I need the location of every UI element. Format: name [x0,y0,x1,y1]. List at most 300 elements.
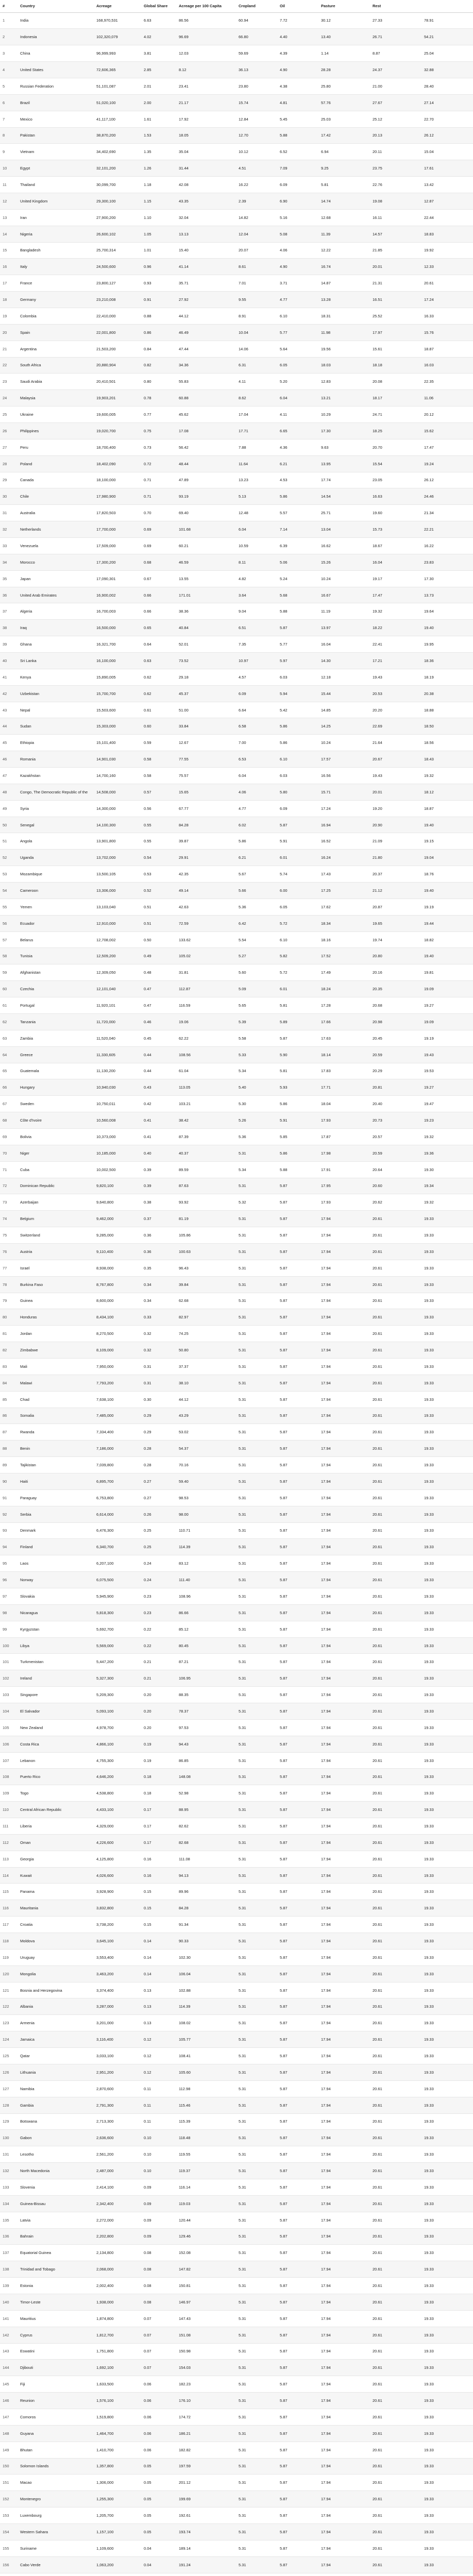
global-share-cell: 0.37 [141,1211,176,1227]
country-cell: Comoros [18,2409,94,2425]
rank-cell: 14 [0,226,18,242]
acreage-per-100-capita-cell: 129.46 [176,2228,236,2245]
acreage-per-100-capita-cell: 88.35 [176,1687,236,1703]
column-header-oil[interactable]: Oil [277,0,318,12]
rank-cell: 31 [0,505,18,521]
country-cell: Kuwait [18,1867,94,1884]
pasture-cell: 14.25 [318,718,370,735]
rest-2-cell: 19.40 [421,883,473,899]
rank-cell: 101 [0,1654,18,1670]
acreage-per-100-capita-cell: 105.02 [176,948,236,964]
rest-cell: 20.61 [370,2064,421,2080]
rank-cell: 145 [0,2376,18,2393]
oil-cell: 6.09 [277,800,318,817]
global-share-cell: 0.12 [141,2048,176,2064]
rest-2-cell: 18.12 [421,784,473,800]
global-share-cell: 0.78 [141,390,176,406]
rest-cell: 20.59 [370,1046,421,1063]
global-share-cell: 0.80 [141,374,176,390]
rest-2-cell: 19.15 [421,833,473,850]
acreage-cell: 2,202,800 [94,2228,141,2245]
country-cell: Uruguay [18,1949,94,1965]
rest-cell: 20.61 [370,2442,421,2458]
rest-2-cell: 19.33 [421,1342,473,1359]
rank-cell: 2 [0,29,18,45]
oil-cell: 6.65 [277,422,318,439]
pasture-cell: 17.25 [318,883,370,899]
rest-cell: 20.61 [370,2327,421,2343]
country-cell: Romania [18,751,94,768]
country-cell: Trinidad and Tobago [18,2261,94,2278]
rest-2-cell: 19.33 [421,1243,473,1260]
acreage-cell: 7,186,000 [94,1440,141,1457]
table-row [0,1982,473,1998]
acreage-per-100-capita-cell: 83.12 [176,1555,236,1572]
acreage-cell: 12,309,050 [94,964,141,981]
table-row [0,1785,473,1802]
oil-cell: 5.87 [277,1769,318,1785]
rank-cell: 62 [0,1013,18,1030]
acreage-per-100-capita-cell: 74.25 [176,1326,236,1342]
global-share-cell: 0.13 [141,1982,176,1998]
country-cell: Mauritius [18,2310,94,2327]
table-row [0,2163,473,2179]
pasture-cell: 14.74 [318,193,370,209]
country-cell: France [18,275,94,292]
global-share-cell: 0.07 [141,2327,176,2343]
acreage-cell: 11,720,000 [94,1013,141,1030]
acreage-per-100-capita-cell: 89.59 [176,1161,236,1178]
acreage-per-100-capita-cell: 150.81 [176,2278,236,2294]
rest-cell: 20.61 [370,2245,421,2261]
cropland-cell: 5.31 [236,1818,277,1835]
pasture-cell: 17.24 [318,800,370,817]
rest-2-cell: 19.33 [421,2080,473,2097]
global-share-cell: 0.07 [141,2310,176,2327]
acreage-cell: 1,692,100 [94,2360,141,2376]
rest-cell: 14.57 [370,226,421,242]
rest-2-cell: 19.33 [421,2327,473,2343]
global-share-cell: 0.55 [141,833,176,850]
pasture-cell: 17.94 [318,1933,370,1950]
rest-2-cell: 18.87 [421,800,473,817]
rank-cell: 51 [0,833,18,850]
rest-2-cell: 19.43 [421,1046,473,1063]
acreage-cell: 5,569,000 [94,1637,141,1654]
acreage-cell: 51,020,100 [94,94,141,111]
country-cell: China [18,45,94,62]
global-share-cell: 0.91 [141,292,176,308]
rest-2-cell: 18.56 [421,735,473,751]
table-row [0,866,473,883]
oil-cell: 4.90 [277,259,318,275]
pasture-cell: 17.94 [318,1489,370,1506]
column-header-rest[interactable]: Rest [370,0,421,12]
oil-cell: 5.88 [277,127,318,144]
rest-2-cell: 19.33 [421,1489,473,1506]
rest-2-cell: 19.32 [421,1128,473,1145]
country-cell: Latvia [18,2212,94,2228]
cropland-cell: 5.31 [236,2064,277,2080]
table-row [0,685,473,702]
table-row [0,899,473,915]
acreage-per-100-capita-cell: 105.60 [176,2064,236,2080]
pasture-cell: 17.98 [318,1145,370,1161]
country-cell: Estonia [18,2278,94,2294]
country-cell: Gabon [18,2130,94,2146]
pasture-cell: 17.94 [318,1752,370,1769]
global-share-cell: 0.50 [141,931,176,948]
rest-2-cell: 19.27 [421,997,473,1014]
pasture-cell: 17.94 [318,1851,370,1867]
country-cell: Equatorial Guinea [18,2245,94,2261]
rest-2-cell: 19.33 [421,2031,473,2048]
pasture-cell: 11.39 [318,226,370,242]
rest-cell: 20.61 [370,2360,421,2376]
table-row [0,669,473,685]
rest-2-cell: 19.33 [421,2261,473,2278]
rest-2-cell: 19.33 [421,2442,473,2458]
global-share-cell: 1.26 [141,160,176,177]
cropland-cell: 5.33 [236,1046,277,1063]
oil-cell: 5.87 [277,1621,318,1637]
rank-cell: 19 [0,308,18,324]
country-cell: India [18,12,94,29]
oil-cell: 5.87 [277,1424,318,1440]
oil-cell: 5.82 [277,948,318,964]
acreage-cell: 3,374,400 [94,1982,141,1998]
country-cell: Suriname [18,2540,94,2556]
acreage-cell: 4,226,600 [94,1834,141,1851]
rest-2-cell: 21.34 [421,505,473,521]
table-row [0,2343,473,2360]
cropland-cell: 5.31 [236,2097,277,2113]
acreage-cell: 5,692,700 [94,1621,141,1637]
rest-2-cell: 19.33 [421,1998,473,2015]
table-row [0,259,473,275]
cropland-cell [236,2573,277,2576]
rest-cell: 20.61 [370,1965,421,1982]
rest-2-cell: 19.33 [421,2540,473,2556]
acreage-per-100-capita-cell: 103.21 [176,1096,236,1112]
oil-cell: 5.87 [277,1243,318,1260]
rest-cell: 25.52 [370,308,421,324]
table-row [0,341,473,357]
oil-cell: 5.87 [277,2425,318,2442]
acreage-per-100-capita-cell: 43.29 [176,1408,236,1424]
oil-cell: 5.86 [277,735,318,751]
rank-cell: 69 [0,1128,18,1145]
pasture-cell: 17.62 [318,899,370,915]
oil-cell: 5.57 [277,505,318,521]
acreage-cell: 5,327,300 [94,1670,141,1687]
table-row [0,1572,473,1588]
rest-cell: 15.73 [370,521,421,538]
oil-cell: 5.87 [277,1457,318,1473]
country-cell: Belgium [18,1211,94,1227]
country-cell: Dominican Republic [18,1178,94,1194]
rank-cell: 64 [0,1046,18,1063]
acreage-cell: 12,910,000 [94,915,141,931]
rest-2-cell: 19.53 [421,1063,473,1079]
oil-cell: 5.87 [277,1572,318,1588]
global-share-cell: 0.48 [141,964,176,981]
table-row [0,1588,473,1605]
table-row [0,455,473,472]
country-cell: Nicaragua [18,1604,94,1621]
rest-2-cell: 19.33 [421,1867,473,1884]
table-row [0,1539,473,1555]
acreage-per-100-capita-cell: 21.17 [176,94,236,111]
country-cell: Slovakia [18,1588,94,1605]
rest-cell: 20.61 [370,1933,421,1950]
table-row [0,2376,473,2393]
acreage-per-100-capita-cell: 50.80 [176,1342,236,1359]
acreage-per-100-capita-cell: 62.68 [176,1293,236,1309]
rest-2-cell: 19.33 [421,1211,473,1227]
cropland-cell: 5.66 [236,883,277,899]
table-row [0,1637,473,1654]
rank-cell: 44 [0,718,18,735]
column-header-pasture[interactable]: Pasture [318,0,370,12]
acreage-cell: 5,945,900 [94,1588,141,1605]
country-cell: Cuba [18,1161,94,1178]
cropland-cell: 6.21 [236,850,277,866]
country-cell: Poland [18,455,94,472]
rest-cell: 16.11 [370,209,421,226]
rest-cell: 20.61 [370,2031,421,2048]
column-header-acreage-per-100-capita[interactable]: Acreage per 100 Capita [176,0,236,12]
rest-2-cell: 19.33 [421,1604,473,1621]
global-share-cell: 0.16 [141,1867,176,1884]
rest-cell: 20.61 [370,2195,421,2212]
oil-cell: 5.81 [277,997,318,1014]
cropland-cell: 4.06 [236,784,277,800]
cropland-cell: 17.04 [236,406,277,423]
rank-cell: 111 [0,1818,18,1835]
acreage-per-100-capita-cell: 39.87 [176,833,236,850]
column-header-country[interactable]: Country [18,0,94,12]
rest-2-cell: 18.83 [421,226,473,242]
acreage-cell: 14,700,160 [94,768,141,784]
cropland-cell: 5.31 [236,1440,277,1457]
acreage-cell: 3,738,200 [94,1917,141,1933]
header-row [0,0,473,12]
table-row [0,735,473,751]
country-cell: Yemen [18,899,94,915]
country-cell: Russian Federation [18,78,94,94]
oil-cell: 6.00 [277,883,318,899]
rest-cell: 20.90 [370,817,421,833]
table-row [0,2278,473,2294]
column-header-cropland[interactable]: Cropland [236,0,277,12]
oil-cell: 5.87 [277,1917,318,1933]
rest-2-cell: 19.33 [421,2360,473,2376]
acreage-per-100-capita-cell: 40.84 [176,620,236,636]
table-row [0,226,473,242]
oil-cell: 5.72 [277,964,318,981]
rank-cell: 86 [0,1408,18,1424]
country-cell: Afghanistan [18,964,94,981]
global-share-cell: 0.10 [141,2163,176,2179]
country-cell: Greece [18,1046,94,1063]
oil-cell: 5.87 [277,1358,318,1375]
rest-2-cell: 19.33 [421,2179,473,2195]
global-share-cell: 0.55 [141,817,176,833]
country-cell: Hungary [18,1079,94,1096]
acreage-cell: 6,075,500 [94,1572,141,1588]
pasture-cell: 17.94 [318,2442,370,2458]
country-cell: Albania [18,1998,94,2015]
oil-cell: 5.87 [277,2163,318,2179]
rest-cell: 15.61 [370,341,421,357]
table-row [0,2540,473,2556]
table-row [0,1408,473,1424]
cropland-cell: 5.31 [236,2179,277,2195]
rank-cell: 133 [0,2179,18,2195]
cropland-cell: 5.31 [236,2360,277,2376]
cropland-cell: 5.31 [236,2393,277,2409]
global-share-cell: 0.84 [141,341,176,357]
rest-2-cell: 19.33 [421,1506,473,1522]
rest-cell: 20.61 [370,1506,421,1522]
cropland-cell: 5.31 [236,2343,277,2360]
cropland-cell: 5.31 [236,2294,277,2310]
column-header-rank[interactable]: # [0,0,18,12]
acreage-per-100-capita-cell: 82.68 [176,1834,236,1851]
acreage-per-100-capita-cell: 56.42 [176,439,236,455]
country-cell: Philippines [18,422,94,439]
acreage-per-100-capita-cell: 133.62 [176,931,236,948]
pasture-cell: 18.14 [318,1046,370,1063]
rest-2-cell: 19.36 [421,1145,473,1161]
pasture-cell: 17.94 [318,1342,370,1359]
rest-cell: 19.43 [370,669,421,685]
rest-cell: 27.33 [370,12,421,29]
acreage-per-100-capita-cell: 52.98 [176,1785,236,1802]
acreage-per-100-capita-cell: 45.62 [176,406,236,423]
country-cell: Netherlands [18,521,94,538]
acreage-per-100-capita-cell: 113.05 [176,1079,236,1096]
cropland-cell: 36.13 [236,62,277,78]
acreage-cell: 3,116,400 [94,2031,141,2048]
acreage-per-100-capita-cell: 84.28 [176,817,236,833]
rest-cell: 20.61 [370,1637,421,1654]
oil-cell: 5.87 [277,2540,318,2556]
pasture-cell: 17.94 [318,1506,370,1522]
table-row [0,422,473,439]
cropland-cell: 5.31 [236,1391,277,1408]
oil-cell: 5.87 [277,1687,318,1703]
pasture-cell: 18.04 [318,1096,370,1112]
rest-2-cell: 22.44 [421,209,473,226]
global-share-cell: 0.28 [141,1457,176,1473]
column-header-acreage[interactable]: Acreage [94,0,141,12]
country-cell: Turkmenistan [18,1654,94,1670]
rest-cell: 20.61 [370,2425,421,2442]
rest-cell: 20.61 [370,1424,421,1440]
pasture-cell: 13.95 [318,455,370,472]
rest-2-cell: 12.33 [421,259,473,275]
pasture-cell: 17.94 [318,1572,370,1588]
pasture-cell: 17.94 [318,1637,370,1654]
country-cell: Lithuania [18,2064,94,2080]
acreage-per-100-capita-cell: 85.12 [176,1621,236,1637]
rest-2-cell: 12.87 [421,193,473,209]
pasture-cell: 17.94 [318,2310,370,2327]
oil-cell: 6.21 [277,455,318,472]
acreage-per-100-capita-cell: 38.36 [176,603,236,620]
rank-cell: 26 [0,422,18,439]
rest-cell: 16.04 [370,554,421,570]
cropland-cell: 5.31 [236,1211,277,1227]
acreage-per-100-capita-cell: 176.10 [176,2393,236,2409]
acreage-per-100-capita-cell: 147.43 [176,2310,236,2327]
acreage-cell: 4,755,300 [94,1752,141,1769]
rank-cell: 47 [0,768,18,784]
acreage-cell: 7,793,200 [94,1375,141,1391]
rest-cell: 20.61 [370,2113,421,2130]
rest-2-cell: 19.33 [421,1588,473,1605]
cropland-cell: 5.27 [236,948,277,964]
pasture-cell: 17.94 [318,2163,370,2179]
acreage-cell: 72,606,365 [94,62,141,78]
rest-cell: 20.61 [370,2475,421,2491]
rest-2-cell: 19.33 [421,1900,473,1917]
column-header-global-share[interactable]: Global Share [141,0,176,12]
cropland-cell: 8.11 [236,554,277,570]
rank-cell: 121 [0,1982,18,1998]
oil-cell: 5.87 [277,2245,318,2261]
cropland-cell: 5.36 [236,899,277,915]
rank-cell: 155 [0,2540,18,2556]
table-row [0,472,473,488]
acreage-cell: 1,938,000 [94,2294,141,2310]
global-share-cell: 1.35 [141,144,176,160]
table-row [0,160,473,177]
global-share-cell: 0.23 [141,1604,176,1621]
acreage-cell: 25,700,314 [94,242,141,259]
acreage-per-100-capita-cell: 111.08 [176,1851,236,1867]
rest-cell: 20.64 [370,1161,421,1178]
acreage-cell: 19,600,005 [94,406,141,423]
oil-cell: 5.87 [277,1194,318,1211]
cropland-cell: 5.31 [236,1703,277,1720]
acreage-per-100-capita-cell: 182.82 [176,2442,236,2458]
acreage-per-100-capita-cell: 59.40 [176,1473,236,1489]
cropland-cell: 5.31 [236,1884,277,1900]
acreage-cell: 1,751,800 [94,2343,141,2360]
pasture-cell: 14.87 [318,275,370,292]
cropland-cell: 5.31 [236,2113,277,2130]
pasture-cell: 19.56 [318,341,370,357]
rank-cell: 139 [0,2278,18,2294]
oil-cell: 6.10 [277,308,318,324]
rest-2-cell: 19.64 [421,603,473,620]
oil-cell: 6.52 [277,144,318,160]
global-share-cell: 0.36 [141,1243,176,1260]
table-row [0,12,473,29]
rest-2-cell: 19.33 [421,1391,473,1408]
oil-cell: 5.87 [277,1227,318,1244]
country-cell: Ethiopia [18,735,94,751]
table-row [0,1522,473,1539]
rank-cell: 75 [0,1227,18,1244]
pasture-cell: 17.94 [318,1785,370,1802]
global-share-cell: 0.54 [141,850,176,866]
pasture-cell: 16.67 [318,587,370,603]
pasture-cell: 17.93 [318,1112,370,1129]
